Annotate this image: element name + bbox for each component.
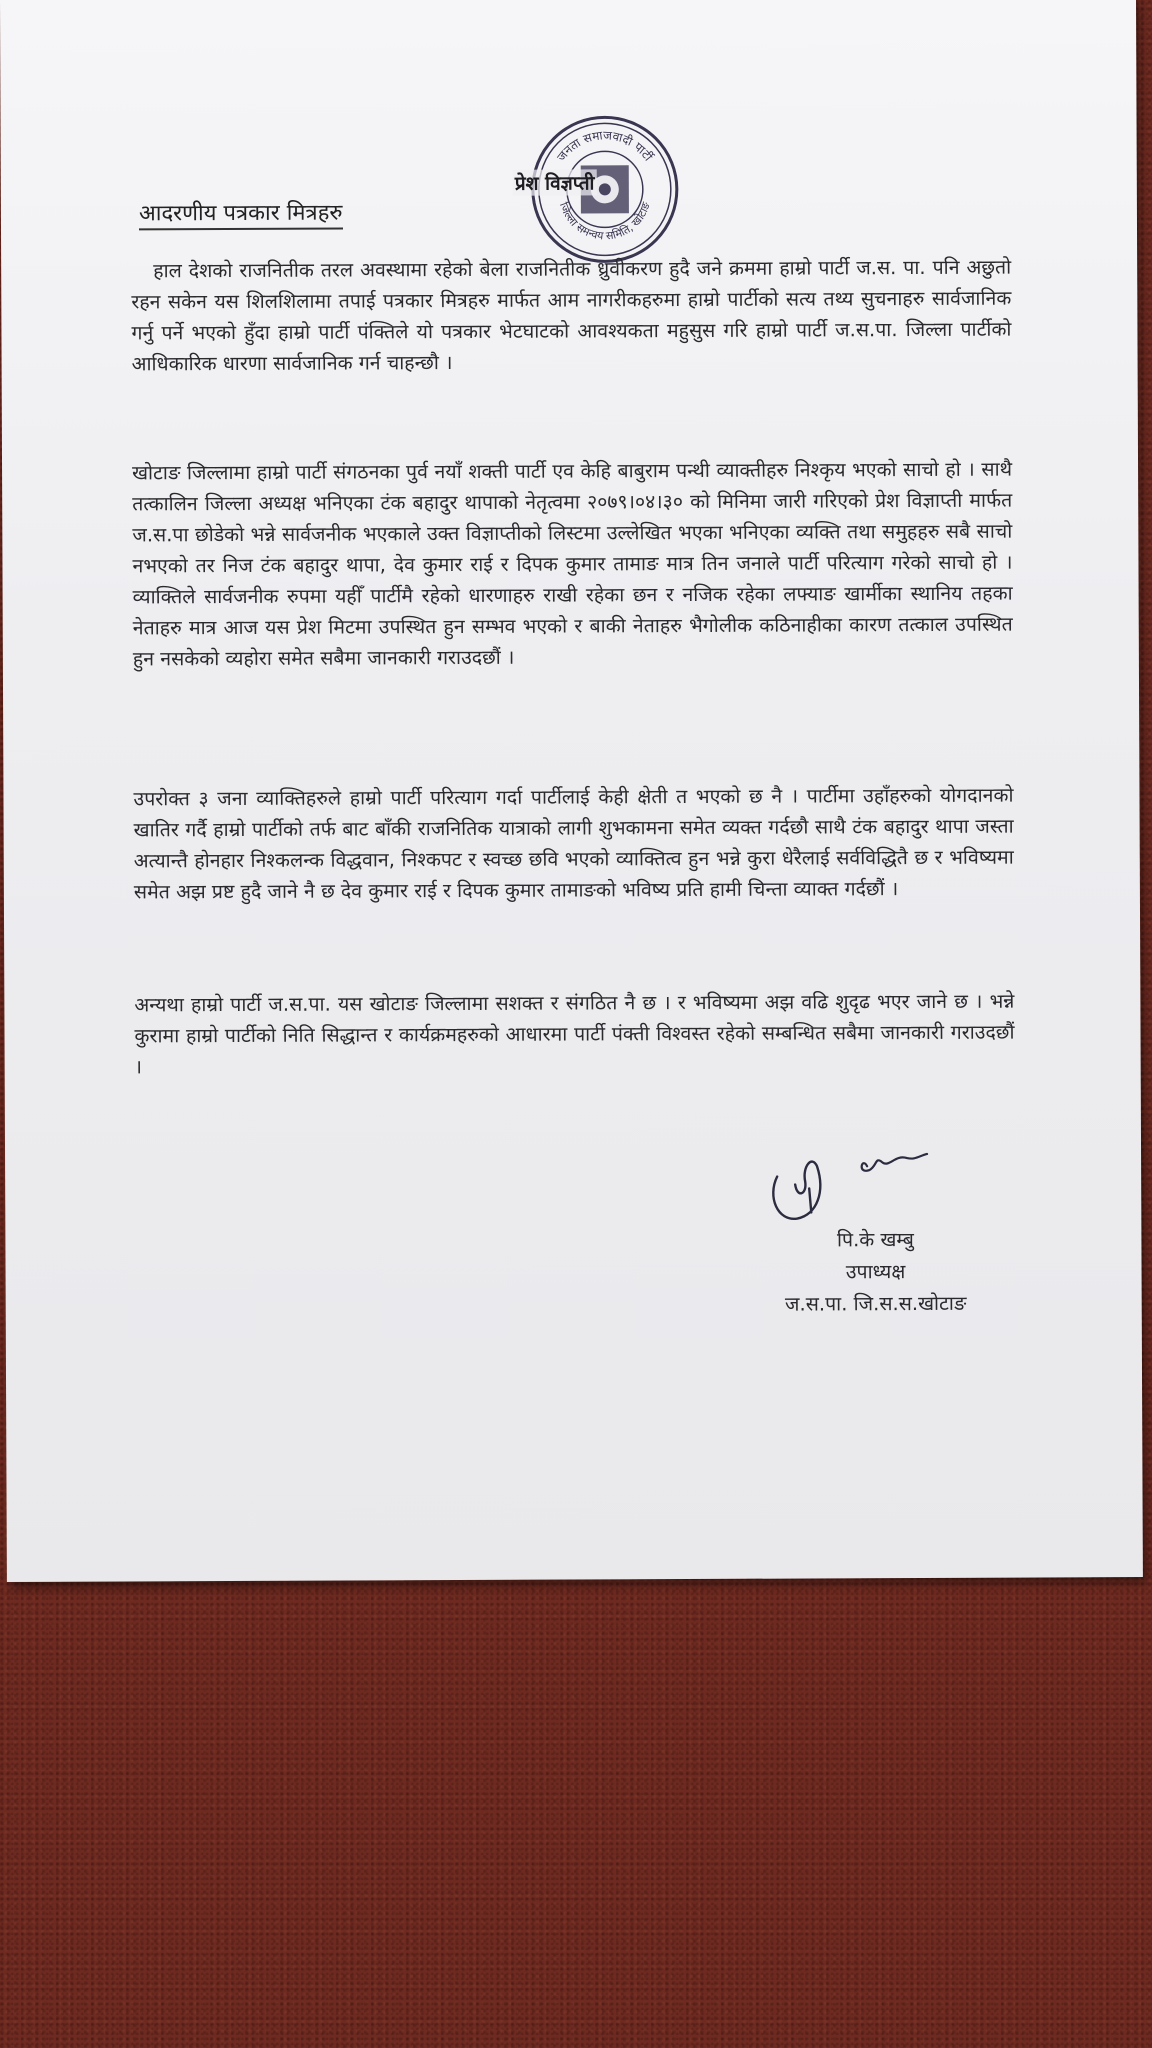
signatory-organization: ज.स.पा. जि.स.स.खोटाङ (784, 1291, 967, 1316)
paragraph-3-block (133, 780, 1014, 908)
stamp-top-text: जनता समाजवादी पार्टी (554, 128, 656, 164)
stamp-bottom-text: जिल्ला समन्वय समिति, खोटाङ (556, 200, 653, 243)
paragraph-4: अन्यथा हाम्रो पार्टी ज.स.पा. यस खोटाङ जिल्लामा सशक्त र संगठित नै छ । र भविष्यमा अझ वढि शुदृढ भएर जाने छ । भन्ने कुरामा हाम्रो पार्टीको निति सिद्धान्त र कार्यक्रमहरुको आधारमा पार्टी पंक्ती विश्वस्त रहेको सम्बन्धित सबैमा जानकारी गराउदछौं । (134, 989, 1015, 1079)
paragraph-2-block (132, 454, 1013, 675)
paragraph-2: खोटाङ जिल्लामा हाम्रो पार्टी संगठनका पुर्व नयाँ शक्ती पार्टी एव केहि बाबुराम पन्थी व्याक्तीहरु निश्कृय भएको साचो हो । साथै तत्कालिन जिल्ला अध्यक्ष भनिएका टंक बहादुर थापाको नेतृत्वमा २०७९।०४।३० को मिनिमा जारी गरिएको प्रेश विज्ञाप्ती मार्फत ज.स.पा छोडेको भन्ने सार्वजनीक भएकाले उक्त विज्ञाप्तीको लिस्टमा उल्लेखित भएका भनिएका व्यक्ति तथा समुहहरु सबै साचो नभएको तर निज टंक बहादुर थापा, देव कुमार राई र दिपक कुमार तामाङ मात्र तिन जनाले पार्टी परित्याग गरेको साचो हो । व्याक्तिले सार्वजनीक रुपमा यहीँ पार्टीमै रहेको धारणाहरु राखी रहेका छन र नजिक रहेका लफ्याङ खार्मीका स्थानिय तहका नेताहरु मात्र आज यस प्रेश मिटमा उपस्थित हुन सम्भव भएको र बाकी नेताहरु भैगोलीक कठिनाहीका कारण तत्काल उपस्थित हुन नसकेको व्यहोरा समेत सबैमा जानकारी गराउदछौं । (132, 457, 1013, 671)
paragraph-3: उपरोक्त ३ जना व्याक्तिहरुले हाम्रो पार्टी परित्याग गर्दा पार्टीलाई केही क्षेती त भएको छ नै । पार्टीमा उहाँहरुको योगदानको खातिर गर्दै हाम्रो पार्टीको तर्फ बाट बाँकी राजनितिक यात्राको लागी शुभकामना समेत व्यक्त गर्दछौ साथै टंक बहादुर थापा जस्ता अत्यान्तै होनहार निश्कलन्क विद्धवान, निश्कपट र स्वच्छ छवि भएको व्याक्तित्व हुन भन्ने कुरा धेरैलाई सर्वविद्धितै छ र भविष्यमा समेत अझ प्रष्ट हुदै जाने नै छ देव कुमार राई र दिपक कुमार तामाङको भविष्य प्रति हामी चिन्ता व्याक्त गर्दछौं । (133, 783, 1014, 904)
salutation: आदरणीय पत्रकार मित्रहरु (139, 197, 343, 231)
handwritten-signature (757, 1136, 957, 1227)
signatory-title: उपाध्यक्ष (845, 1260, 906, 1284)
signatory-block (735, 1224, 1015, 1321)
paragraph-1-block (131, 252, 1012, 380)
paragraph-1: हाल देशको राजनितीक तरल अवस्थामा रहेको बेला राजनितीक ध्रुवीकरण हुदै जने क्रममा हाम्रो पार्टी ज.स. पा. पनि अछुतो रहन सकेन यस शिलशिलामा तपाई पत्रकार मित्रहरु मार्फत आम नागरीकहरुमा हाम्रो पार्टीको सत्य तथ्य सुचनाहरु सार्वजानिक गर्नु पर्ने भएको हुँदा हाम्रो पार्टी पंक्तिले यो पत्रकार भेटघाटको आवश्यकता महुसुस गरि हाम्रो पार्टी ज.स.पा. जिल्ला पार्टीको आधिकारिक धारणा सार्वजानिक गर्न चाहन्छौ । (131, 255, 1012, 376)
signatory-name: पि.के खम्बु (836, 1228, 914, 1252)
paragraph-4-block (134, 986, 1014, 1083)
press-release-label: प्रेश विज्ञप्ती (513, 169, 597, 195)
